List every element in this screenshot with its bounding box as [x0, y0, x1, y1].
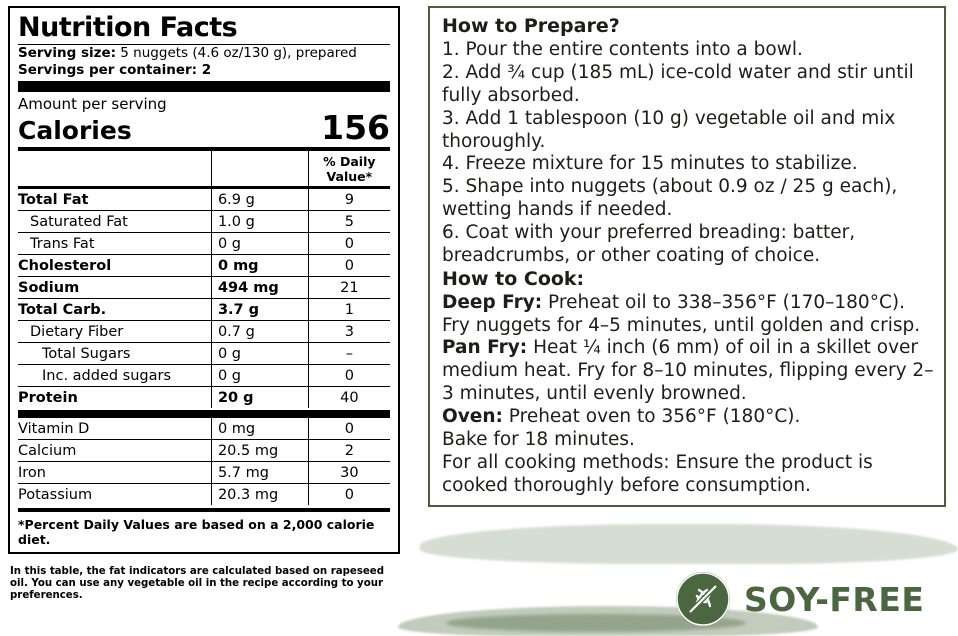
daily-value-footnote: *Percent Daily Values are based on a 2,000 calorie diet.	[18, 517, 375, 548]
cook-method-label: Oven:	[442, 406, 503, 427]
nutrient-name: Vitamin D	[18, 418, 211, 440]
calories-value: 156	[321, 108, 390, 148]
nutrient-name: Total Sugars	[18, 343, 211, 365]
serving-size-value: 5 nuggets (4.6 oz/130 g), prepared	[116, 45, 357, 62]
nutrient-amount: 0.7 g	[211, 321, 308, 343]
nutrient-name: Cholesterol	[18, 255, 211, 277]
nutrient-name: Protein	[18, 389, 78, 406]
nutrient-amount: 0 g	[211, 343, 308, 365]
nutrient-name: Inc. added sugars	[18, 365, 211, 387]
table-row	[18, 365, 390, 387]
serving-size-row	[18, 45, 390, 61]
nutrient-amount: 0 mg	[211, 418, 308, 440]
table-row	[18, 233, 390, 255]
nutrient-amount: 20.5 mg	[211, 440, 308, 462]
table-row	[18, 343, 390, 365]
table-row	[18, 277, 390, 299]
nutrient-dv: 3	[308, 321, 390, 343]
nutrient-amount: 494 mg	[211, 277, 308, 299]
nutrient-amount: 0 mg	[211, 255, 308, 277]
cook-method-label: Deep Fry:	[442, 291, 543, 313]
nutrient-dv: 9	[308, 188, 390, 211]
table-row	[18, 211, 390, 233]
preparation-panel	[428, 6, 946, 507]
nutrient-dv: 0	[308, 484, 390, 506]
nutrient-dv: –	[308, 343, 390, 365]
cook-method-label: Pan Fry:	[442, 337, 528, 359]
cook-method-pan-fry	[442, 337, 934, 406]
table-row	[18, 299, 390, 321]
fat-indicator-note: In this table, the fat indicators are calculated based on rapeseed oil. You can use any vegetable oil in the recipe according to your preferences.	[10, 566, 385, 602]
table-row	[18, 462, 390, 484]
divider-thick-1	[18, 81, 390, 92]
daily-value-header-row	[18, 151, 390, 186]
micronutrient-table	[18, 418, 390, 505]
how-to-prepare-heading: How to Prepare?	[442, 15, 620, 37]
table-row	[18, 484, 390, 506]
calories-row	[18, 108, 390, 148]
amount-per-serving-label: Amount per serving	[18, 95, 167, 114]
nutrient-dv: 2	[308, 440, 390, 462]
nutrient-amount: 20 g	[211, 387, 308, 409]
nutrient-dv: 0	[308, 418, 390, 440]
nutrient-amount: 0 g	[211, 365, 308, 387]
dv-spacer-mid	[211, 151, 308, 186]
cook-method-deep-fry	[442, 292, 934, 338]
nutrient-name: Total Carb.	[18, 299, 211, 321]
nutrient-name: Calcium	[18, 440, 211, 462]
bake-time-line: Bake for 18 minutes.	[442, 428, 635, 450]
cook-method-text: Preheat oven to 356°F (180°C).	[502, 406, 801, 427]
nutrient-amount: 5.7 mg	[211, 462, 308, 484]
nutrient-name: Dietary Fiber	[18, 321, 211, 343]
nutrient-amount: 20.3 mg	[211, 484, 308, 506]
serving-size-label: Serving size:	[18, 45, 117, 62]
cook-method-text: Heat ¼ inch (6 mm) of oil in a skillet over medium heat. Fry for 8–10 minutes, flipping every 2–3 minutes, until evenly browned.	[442, 337, 934, 405]
nutrient-name: Potassium	[18, 486, 93, 503]
nutrient-dv: 21	[308, 277, 390, 299]
table-row	[18, 321, 390, 343]
nutrition-facts-title: Nutrition Facts	[18, 12, 238, 43]
nutrient-name: Sodium	[18, 277, 211, 299]
nutrient-name: Saturated Fat	[18, 211, 211, 233]
prepare-step: 5. Shape into nuggets (about 0.9 oz / 25 g each), wetting hands if needed.	[442, 176, 898, 221]
nutrient-amount: 6.9 g	[211, 188, 308, 211]
prepare-step: 4. Freeze mixture for 15 minutes to stabilize.	[442, 153, 858, 175]
green-brush-stroke-right	[420, 524, 958, 564]
nutrient-amount: 0 g	[211, 233, 308, 255]
cook-method-text: Preheat oil to 338–356°F (170–180°C). Fry nuggets for 4–5 minutes, until golden and crisp.	[442, 291, 921, 336]
nutrient-amount: 3.7 g	[211, 299, 308, 321]
nutrition-table	[18, 151, 390, 408]
soy-free-label: SOY-FREE	[744, 579, 925, 619]
prepare-step: 6. Coat with your preferred breading: batter, breadcrumbs, or other coating of choice.	[442, 221, 856, 266]
daily-value-header: % Daily Value*	[308, 151, 390, 186]
nutrient-dv: 0	[308, 233, 390, 255]
nutrient-dv: 0	[308, 365, 390, 387]
soy-free-icon	[676, 572, 730, 626]
table-row	[18, 255, 390, 277]
cook-method-oven	[442, 406, 934, 429]
table-row	[18, 387, 390, 409]
nutrient-amount: 1.0 g	[211, 211, 308, 233]
nutrient-dv: 40	[308, 387, 390, 409]
how-to-cook-heading: How to Cook:	[442, 267, 585, 290]
servings-per-container: Servings per container: 2	[18, 61, 212, 78]
dv-spacer-left	[18, 151, 211, 186]
table-row	[18, 418, 390, 440]
nutrient-name: Iron	[18, 462, 211, 484]
divider-thick-2	[18, 410, 390, 418]
prepare-step: 1. Pour the entire contents into a bowl.	[442, 39, 803, 61]
soy-free-badge	[676, 572, 924, 626]
nutrient-name: Total Fat	[18, 188, 211, 211]
nutrient-dv: 0	[308, 255, 390, 277]
nutrient-name: Trans Fat	[18, 233, 211, 255]
cooking-safety-note: For all cooking methods: Ensure the product is cooked thoroughly before consumption.	[442, 451, 873, 496]
prepare-step: 3. Add 1 tablespoon (10 g) vegetable oil and mix thoroughly.	[442, 107, 896, 152]
nutrient-dv: 5	[308, 211, 390, 233]
nutrition-facts-panel	[8, 6, 400, 554]
prepare-step: 2. Add ¾ cup (185 mL) ice-cold water and stir until fully absorbed.	[442, 62, 914, 106]
table-row	[18, 440, 390, 462]
calories-label: Calories	[18, 116, 132, 146]
table-row	[18, 188, 390, 211]
nutrient-dv: 1	[308, 299, 390, 321]
nutrient-dv: 30	[308, 462, 390, 484]
